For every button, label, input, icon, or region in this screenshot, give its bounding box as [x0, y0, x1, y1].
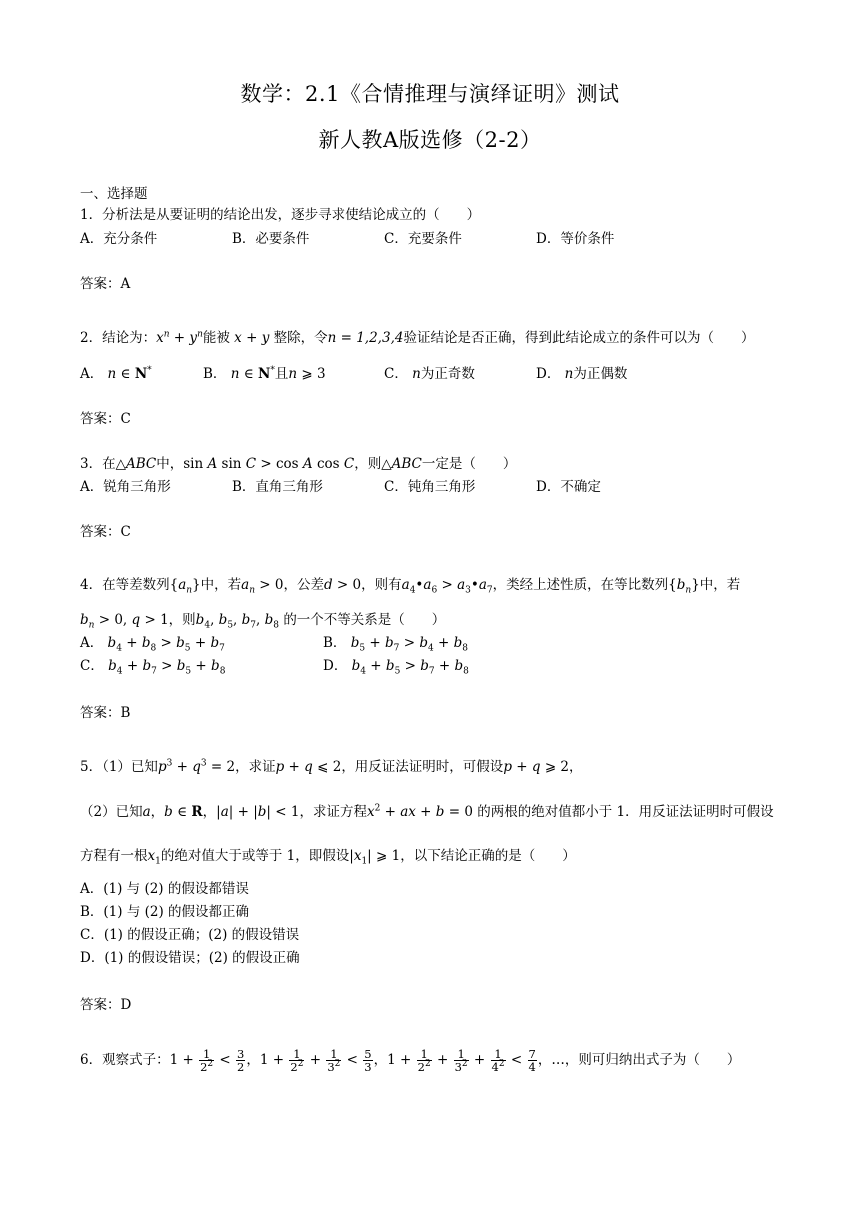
- question-2-stem: 2．结论为：$x^n + y^n$能被 x + y 整除，令n = 1,2,3,4验证结论是否正确，得到此结论成立的条件可以为（ ）: [80, 329, 755, 346]
- question-1-option-b: B．必要条件: [232, 231, 310, 247]
- question-5-answer: 答案：D: [80, 997, 132, 1013]
- question-5-option-a: A．(1) 与 (2) 的假设都错误: [80, 881, 249, 897]
- question-5-part-1: 5．（1）已知$p^3 + q^3 = 2$，求证p + q ⩽ 2，用反证法证明时，可假设p + q ⩾ 2，: [80, 758, 583, 775]
- question-2-option-c: C． n为正奇数: [384, 366, 475, 382]
- question-1-stem: 1．分析法是从要证明的结论出发，逐步寻求使结论成立的（ ）: [80, 207, 481, 223]
- page-title: 数学：2.1《合情推理与演绎证明》测试: [240, 82, 620, 106]
- question-5-option-b: B．(1) 与 (2) 的假设都正确: [80, 904, 250, 920]
- question-3-option-b: B．直角三角形: [232, 479, 323, 495]
- section-heading: 一、选择题: [80, 186, 148, 202]
- n-values: n = 1,2,3,4: [327, 330, 404, 346]
- question-4-stem-line2: $b_n > 0$, q > 1，则$b_4$, $b_5$, $b_7$, $b_8$ 的一个不等关系是（ ）: [80, 612, 446, 631]
- question-5-option-c: C．(1) 的假设正确；(2) 的假设错误: [80, 927, 300, 943]
- question-3-answer: 答案：C: [80, 524, 131, 540]
- question-1-option-d: D．等价条件: [536, 231, 615, 247]
- question-5-option-d: D．(1) 的假设错误；(2) 的假设正确: [80, 950, 300, 966]
- question-5-part-2: （2）已知a，b ∈ R，|a| + |b| < 1，求证方程$x^2$ + ax + b = 0 的两根的绝对值都小于 1．用反证法证明时可假设: [80, 803, 774, 820]
- question-2-answer: 答案：C: [80, 411, 131, 427]
- question-1-option-c: C．充要条件: [384, 231, 462, 247]
- question-5-part-2-cont: 方程有一根$x_1$的绝对值大于或等于 1，即假设$|x_1|$ ⩾ 1，以下结论正确的是（ ）: [80, 848, 576, 867]
- question-1-option-a: A．充分条件: [80, 231, 158, 247]
- question-6-stem: 6．观察式子：1 + $\frac{1}{2^2}$ < $\frac{3}{2}$ ，1 + $\frac{1}{2^2}$ + $\frac{1}{3^2}$ < $\frac{5}{3}$ ，1 + $\frac{1}{2^2}$ + $\frac{1}{3^2}$ + $\frac{1}{4^2}$ < $\frac{7}{4}$ ，…，则可归纳出式子为（ ）: [80, 1047, 741, 1074]
- question-4-option-d: D． $b_4 + b_5 > b_7 + b_8$: [323, 658, 469, 677]
- question-3-stem: 3．在△ABC中，sin A sin C > cos A cos C，则△ABC一定是（ ）: [80, 456, 517, 472]
- question-2-option-a: A． n ∈ N*: [80, 365, 152, 382]
- page-subtitle: 新人教A版选修（2-2）: [318, 128, 542, 152]
- question-3-option-c: C．钝角三角形: [384, 479, 476, 495]
- question-3-option-d: D．不确定: [536, 479, 601, 495]
- question-4-option-b: B． $b_5 + b_7 > b_4 + b_8$: [323, 635, 468, 654]
- question-2-option-b: B． n ∈ N*且n ⩾ 3: [203, 365, 326, 382]
- question-4-option-a: A． $b_4 + b_8 > b_5 + b_7$: [80, 635, 225, 654]
- question-4-option-c: C． $b_4 + b_7 > b_5 + b_8$: [80, 658, 226, 677]
- question-4-answer: 答案：B: [80, 705, 131, 721]
- question-4-stem-line1: 4．在等差数列$\{a_n\}$中，若$a_n > 0$，公差d > 0，则有$a_4•a_6$ > $a_3•a_7$，类经上述性质，在等比数列$\{b_n\}$中，若: [80, 577, 741, 596]
- question-1-answer: 答案：A: [80, 276, 131, 292]
- question-2-option-d: D． n为正偶数: [536, 366, 628, 382]
- question-3-option-a: A．锐角三角形: [80, 479, 171, 495]
